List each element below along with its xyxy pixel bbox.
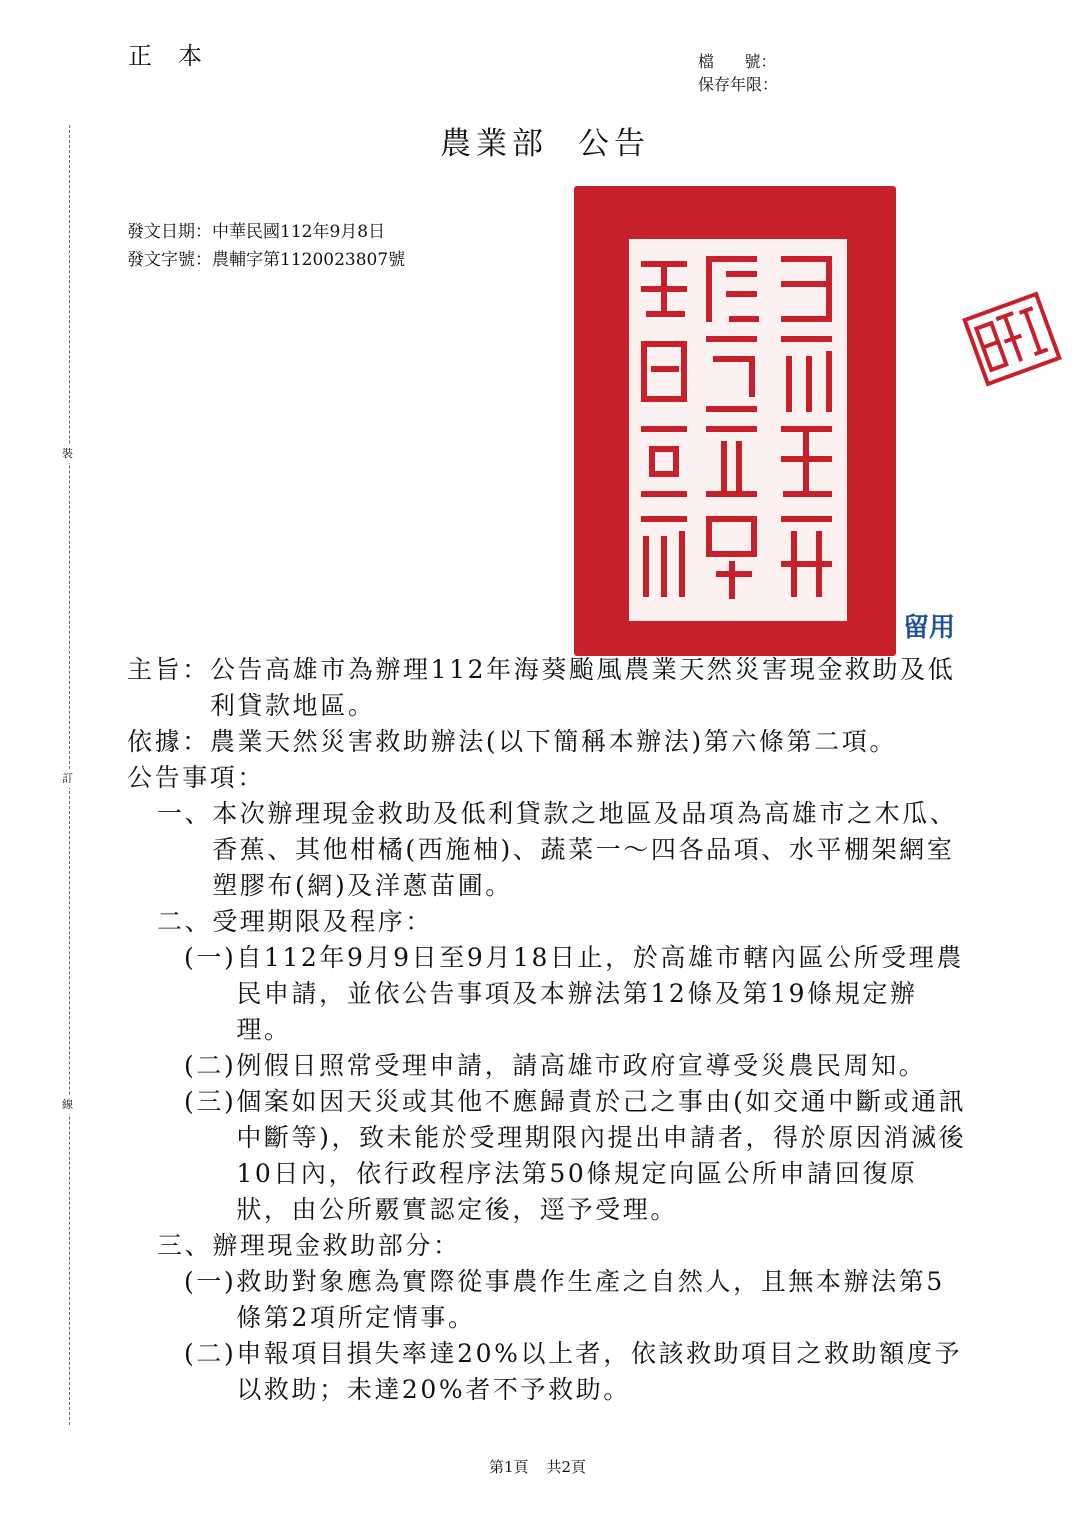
item-3-text: 辦理現金救助部分： bbox=[212, 1231, 461, 1260]
basis bbox=[127, 724, 972, 760]
item-1-label: 一、 bbox=[157, 799, 213, 828]
item-3-sub-1 bbox=[127, 1264, 972, 1336]
item-2-sub-2-label: (二) bbox=[184, 1051, 237, 1080]
issue-date: 發文日期：中華民國112年9月8日 bbox=[127, 222, 386, 242]
item-3-sub-2-label: (二) bbox=[184, 1339, 237, 1368]
page-title bbox=[0, 118, 1075, 163]
announcement-item-1 bbox=[127, 796, 972, 904]
announcement-item-3 bbox=[127, 1228, 972, 1264]
file-meta bbox=[698, 50, 778, 96]
subject-text: 公告高雄市為辦理112年海葵颱風農業天然災害現金救助及低利貸款地區。 bbox=[209, 655, 956, 720]
page-number: 第1頁 bbox=[488, 1458, 529, 1476]
announcement-item-2 bbox=[127, 904, 972, 940]
item-2-sub-1-label: (一) bbox=[184, 943, 237, 972]
item-2-label: 二、 bbox=[157, 907, 213, 936]
item-2-sub-2-text: 例假日照常受理申請，請高雄市政府宣導受災農民周知。 bbox=[236, 1051, 927, 1080]
item-3-sub-1-text: 救助對象應為實際從事農作生產之自然人，且無本辦法第5條第2項所定情事。 bbox=[236, 1267, 945, 1332]
basis-label: 依據： bbox=[127, 727, 210, 756]
item-2-sub-1-text: 自112年9月9日至9月18日止，於高雄市轄內區公所受理農民申請，並依公告事項及本辦法第12條及第19條規定辦理。 bbox=[236, 943, 964, 1044]
official-seal bbox=[574, 186, 896, 656]
item-3-label: 三、 bbox=[157, 1231, 213, 1260]
item-3-sub-2-text: 申報項目損失率達20%以上者，依該救助項目之救助額度予以救助；未達20%者不予救助。 bbox=[236, 1339, 963, 1404]
issue-number: 發文字號：農輔字第1120023807號 bbox=[127, 250, 406, 270]
document-body bbox=[127, 652, 972, 1408]
retention-label: 保存年限： bbox=[698, 75, 779, 94]
announcement-heading: 公告事項： bbox=[127, 763, 266, 792]
item-1-text: 本次辦理現金救助及低利貸款之地區及品項為高雄市之木瓜、香蕉、其他柑橘(西施柚)、蔬菜一～四各品項、水平棚架網室塑膠布(網)及洋蔥苗圃。 bbox=[212, 799, 958, 900]
title-doc-type: 公告 bbox=[578, 126, 650, 162]
basis-text: 農業天然災害救助辦法(以下簡稱本辦法)第六條第二項。 bbox=[209, 727, 897, 756]
seal-script-glyphs bbox=[624, 234, 852, 626]
subject bbox=[127, 652, 972, 724]
subject-label: 主旨： bbox=[127, 655, 210, 684]
page-total: 共2頁 bbox=[546, 1458, 587, 1476]
item-2-sub-3-text: 個案如因天災或其他不應歸責於己之事由(如交通中斷或通訊中斷等)，致未能於受理期限內提出申請者，得於原因消滅後10日內，依行政程序法第50條規定向區公所申請回復原狀，由公所覈實認定後，逕予受理。 bbox=[236, 1087, 967, 1224]
item-2-sub-3 bbox=[127, 1084, 972, 1228]
title-org: 農業部 bbox=[440, 126, 548, 162]
binding-mark-ding: 訂 bbox=[62, 770, 73, 788]
item-3-sub-1-label: (一) bbox=[184, 1267, 237, 1296]
issue-info bbox=[127, 218, 405, 274]
page-footer bbox=[0, 1456, 1075, 1477]
item-2-text: 受理期限及程序： bbox=[212, 907, 434, 936]
file-number-label: 檔 號： bbox=[698, 52, 777, 71]
liuyong-stamp: 留用 bbox=[903, 613, 956, 643]
department-seal bbox=[962, 291, 1062, 386]
department-seal-glyphs bbox=[967, 297, 1057, 382]
binding-mark-xian: 線 bbox=[62, 1096, 73, 1114]
item-2-sub-1 bbox=[127, 940, 972, 1048]
binding-mark-zhuang: 裝 bbox=[62, 445, 73, 463]
item-3-sub-2 bbox=[127, 1336, 972, 1408]
item-2-sub-3-label: (三) bbox=[184, 1087, 237, 1116]
item-2-sub-2 bbox=[127, 1048, 972, 1084]
copy-mark: 正本 bbox=[128, 42, 228, 70]
